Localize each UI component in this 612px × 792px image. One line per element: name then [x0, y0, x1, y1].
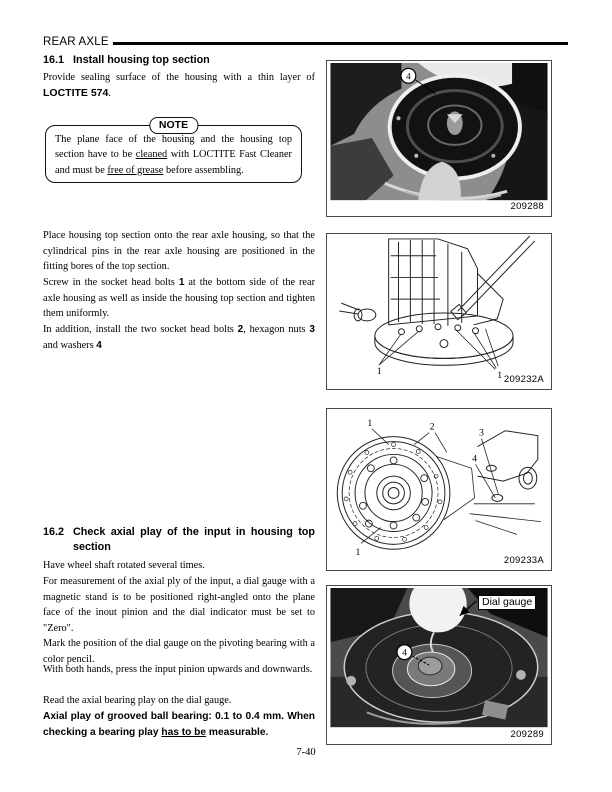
text-run: In addition, install the two socket head bolts	[43, 324, 238, 335]
housing-top-section-drawing	[327, 234, 551, 389]
section-title: Check axial play of the input in housing top section	[73, 526, 315, 553]
figure-number: 209232A	[503, 374, 544, 385]
paragraph-place-housing: Place housing top section onto the rear axle housing, so that the cylindrical pins in the rear axle housing are positioned in the fitting bores of the top section.	[43, 230, 315, 273]
callout-1-top: 1	[367, 417, 373, 429]
paragraph-measurement: For measurement of the axial ply of the input, a dial gauge with a magnetic stand is to be positioned right-angled onto the plane face of the inout pinion and the dial indicator must be set to "Zero".	[43, 576, 315, 634]
callout-1-bottom: 1	[355, 547, 361, 559]
figure-number: 209288	[510, 201, 544, 212]
note-box	[45, 119, 302, 183]
text-run: .	[108, 87, 111, 99]
section-title: Install housing top section	[73, 54, 210, 66]
callout-3: 3	[479, 427, 484, 439]
note-label: NOTE	[149, 117, 198, 134]
figure-209233A	[326, 408, 552, 571]
callout-ref-1: 1	[178, 277, 185, 288]
text-run: Screw in the socket head bolts	[43, 277, 179, 288]
section-number: 16.1	[43, 54, 65, 66]
paragraph-both-hands: With both hands, press the input pinion upwards and downwards.	[43, 664, 313, 675]
figure-209232A	[326, 233, 552, 390]
text-run-bold: measurable.	[206, 726, 269, 738]
text-run-bold-underlined: has to be	[161, 726, 207, 738]
figure-209289	[326, 585, 552, 745]
figure-209288	[326, 60, 552, 217]
note-text: with LOCTITE Fast Cleaner and must be	[55, 149, 292, 176]
figure-number: 209233A	[503, 555, 544, 566]
note-text: before assembling.	[163, 164, 244, 176]
flange-and-bracket-drawing	[327, 409, 551, 570]
dial-gauge-label: Dial gauge	[478, 595, 536, 610]
note-text-underlined: cleaned	[135, 149, 168, 161]
callout-4: 4	[402, 648, 407, 659]
paragraph-install-bolts	[43, 322, 315, 353]
section-16-1-heading	[43, 53, 315, 68]
paragraph-wheel-shaft: Have wheel shaft rotated several times.	[43, 560, 205, 571]
housing-sealing-photo	[327, 61, 551, 216]
text-run: , hexagon nuts	[243, 324, 310, 335]
callout-2: 2	[429, 421, 435, 433]
callout-ref-3: 3	[309, 324, 315, 335]
text-run-bold: LOCTITE 574	[43, 86, 109, 99]
text-run: and washers	[43, 339, 97, 351]
callout-1-left: 1	[376, 366, 382, 378]
paragraph-read-play: Read the axial bearing play on the dial gauge.	[43, 695, 232, 706]
text-run: at the bottom side of the rear axle housing as well as inside the housing top section and tighten them uniformly.	[43, 277, 315, 320]
header-rule	[113, 42, 568, 45]
callout-4: 4	[472, 453, 478, 465]
text-run: Provide sealing surface of the housing with a thin layer of	[43, 72, 315, 83]
note-text: The plane face of the housing and the housing top section have to be	[55, 134, 292, 161]
paragraph-screw-bolts	[43, 275, 315, 322]
paragraph-loctite	[43, 70, 315, 101]
section-16-2-heading	[43, 525, 315, 555]
callout-ref-4: 4	[96, 339, 102, 351]
callout-ref-2: 2	[237, 324, 244, 335]
figure-number: 209289	[510, 729, 544, 740]
text-run-bold: Axial play of grooved ball bearing: 0.1 to 0.4 mm. When checking a bearing play	[43, 711, 315, 738]
callout-1-right: 1	[497, 370, 503, 382]
section-number: 16.2	[43, 526, 65, 538]
note-text-underlined: free of grease	[107, 164, 164, 176]
callout-4: 4	[406, 72, 411, 83]
paragraph-axial-play-spec	[43, 709, 315, 740]
page-number: 7-40	[296, 747, 316, 758]
running-header-title: REAR AXLE	[43, 36, 109, 48]
paragraph-mark-position: Mark the position of the dial gauge on the pivoting bearing with a color pencil.	[43, 638, 315, 665]
